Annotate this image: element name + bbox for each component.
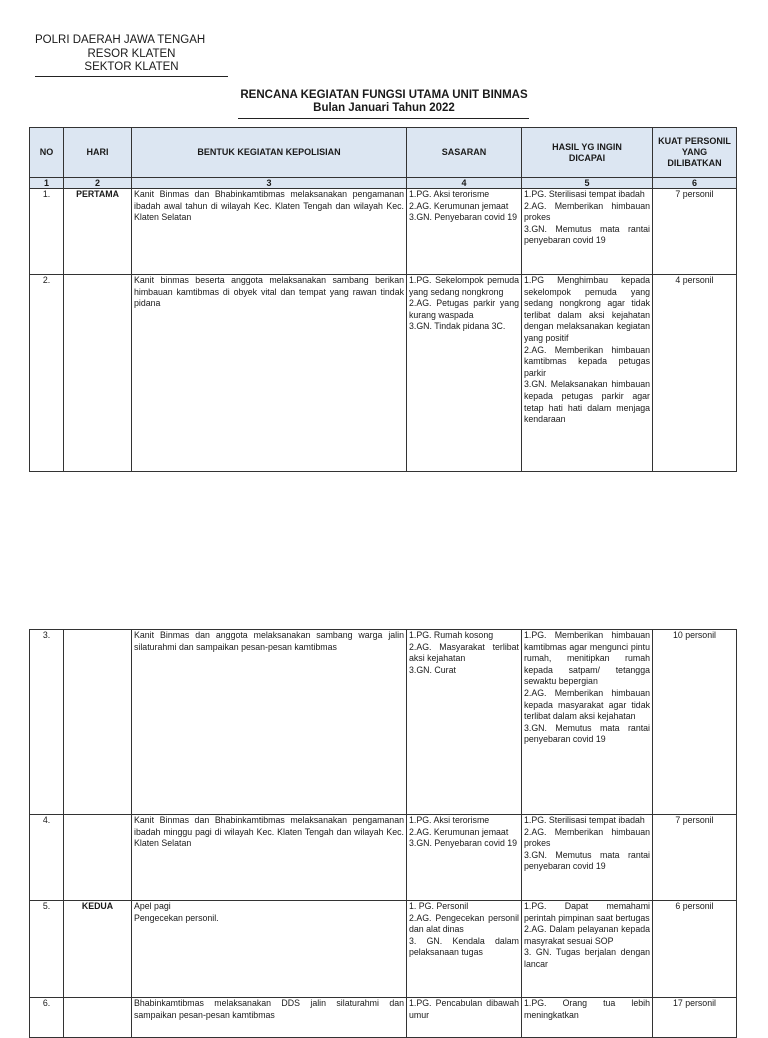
row-day bbox=[64, 998, 132, 1038]
row-target bbox=[407, 189, 522, 275]
document-header bbox=[35, 34, 228, 75]
row-number: 3. bbox=[30, 630, 64, 815]
result-line: 2.AG. Memberikan himbauan kepada masyarakat agar tidak terlibat dalam aksi kejahatan bbox=[524, 687, 650, 722]
col-header-sasaran: SASARAN bbox=[407, 128, 522, 178]
result-line: 1.PG. Sterilisasi tempat ibadah bbox=[524, 815, 645, 825]
column-number-row bbox=[30, 178, 737, 189]
activity-line: Kanit Binmas dan anggota melaksanakan sambang warga jalin silaturahmi dan sampaikan pesan-pesan kamtibmas bbox=[134, 630, 404, 652]
table-row bbox=[30, 275, 737, 472]
header-underline bbox=[35, 76, 228, 77]
activity-line: Bhabinkamtibmas melaksanakan DDS jalin silaturahmi dan sampaikan pesan-pesan kamtibmas bbox=[134, 998, 404, 1020]
table-row bbox=[30, 901, 737, 998]
activity-line: Kanit binmas beserta anggota melaksanakan sambang berikan himbauan kamtibmas di obyek vital dan tempat yang rawan tindak pidana bbox=[134, 275, 404, 309]
col-header-kuat: KUAT PERSONIL YANG DILIBATKAN bbox=[653, 128, 737, 178]
row-target bbox=[407, 630, 522, 815]
target-line: 2.AG. Kerumunan jemaat bbox=[409, 200, 509, 211]
row-result bbox=[522, 901, 653, 998]
col-number: 4 bbox=[407, 178, 522, 189]
header-line-2: RESOR KLATEN bbox=[87, 47, 176, 60]
result-line: 1.PG. Orang tua lebih meningkatkan bbox=[524, 998, 650, 1020]
result-line: 2.AG. Memberikan himbauan prokes bbox=[524, 826, 650, 849]
activity-line: Pengecekan personil. bbox=[134, 912, 219, 923]
target-line: 3.GN. Penyebaran covid 19 bbox=[409, 212, 518, 223]
table-row bbox=[30, 815, 737, 901]
target-line: 3.GN. Curat bbox=[409, 664, 456, 675]
activity-line: Kanit Binmas dan Bhabinkamtibmas melaksanakan pengamanan ibadah minggu pagi di wilayah Kec. Klaten Tengah dan wilayah Kec. Klaten Selatan bbox=[134, 815, 404, 849]
row-day bbox=[64, 630, 132, 815]
result-line: 3.GN. Memutus mata rantai penyebaran covid 19 bbox=[524, 722, 650, 745]
row-personnel: 7 personil bbox=[653, 189, 737, 275]
row-personnel: 10 personil bbox=[653, 630, 737, 815]
result-line: 1.PG. Dapat memahami perintah pimpinan saat bertugas bbox=[524, 901, 650, 923]
row-number: 1. bbox=[30, 189, 64, 275]
col-number: 5 bbox=[522, 178, 653, 189]
row-personnel: 6 personil bbox=[653, 901, 737, 998]
target-line: 1.PG. Pencabulan dibawah umur bbox=[409, 998, 519, 1020]
row-target bbox=[407, 275, 522, 472]
result-line: 3. GN. Tugas berjalan dengan lancar bbox=[524, 947, 650, 969]
row-activity bbox=[132, 630, 407, 815]
result-line: 3.GN. Memutus mata rantai penyebaran covid 19 bbox=[524, 223, 650, 246]
activity-table-page-1 bbox=[29, 127, 737, 472]
target-line: 2.AG. Pengecekan personil dan alat dinas bbox=[409, 912, 519, 935]
table-row bbox=[30, 630, 737, 815]
col-number: 3 bbox=[132, 178, 407, 189]
row-personnel: 7 personil bbox=[653, 815, 737, 901]
col-header-hasil: HASIL YG INGIN DICAPAI bbox=[522, 128, 653, 178]
row-activity bbox=[132, 901, 407, 998]
row-result bbox=[522, 189, 653, 275]
table-row bbox=[30, 998, 737, 1038]
col-header-hari: HARI bbox=[64, 128, 132, 178]
row-result bbox=[522, 630, 653, 815]
target-line: 1.PG. Aksi terorisme bbox=[409, 189, 490, 199]
table-header-row bbox=[30, 128, 737, 178]
table-row bbox=[30, 189, 737, 275]
row-activity bbox=[132, 275, 407, 472]
col-number: 2 bbox=[64, 178, 132, 189]
document-subtitle: Bulan Januari Tahun 2022 bbox=[313, 102, 455, 114]
target-line: 3. GN. Kendala dalam pelaksanaan tugas bbox=[409, 935, 519, 958]
result-line: 1.PG. Memberikan himbauan kamtibmas agar mengunci pintu rumah, menitipkan rumah kepada satpam/ tetangga sewaktu bepergian bbox=[524, 630, 650, 687]
target-line: 2.AG. Masyarakat terlibat aksi kejahatan bbox=[409, 641, 519, 664]
row-activity bbox=[132, 189, 407, 275]
col-number: 1 bbox=[30, 178, 64, 189]
target-line: 2.AG. Petugas parkir yang kurang waspada bbox=[409, 298, 519, 320]
row-target bbox=[407, 901, 522, 998]
header-line-1: POLRI DAERAH JAWA TENGAH bbox=[35, 34, 206, 46]
activity-line: Kanit Binmas dan Bhabinkamtibmas melaksanakan pengamanan ibadah awal tahun di wilayah Kec. Klaten Tengah dan wilayah Kec. Klaten Selatan bbox=[134, 189, 404, 223]
row-number: 4. bbox=[30, 815, 64, 901]
row-number: 2. bbox=[30, 275, 64, 472]
row-result bbox=[522, 815, 653, 901]
target-line: 1.PG. Rumah kosong bbox=[409, 630, 494, 640]
row-result bbox=[522, 998, 653, 1038]
result-line: 1.PG Menghimbau kepada sekelompok pemuda yang sedang nongkrong agar tidak terlibat dalam aksi kejahatan dengan melaksanakan kegiatan yang positif bbox=[524, 275, 650, 343]
row-day bbox=[64, 275, 132, 472]
target-line: 1. PG. Personil bbox=[409, 901, 469, 911]
target-line: 3.GN. Tindak pidana 3C. bbox=[409, 321, 506, 332]
row-target bbox=[407, 815, 522, 901]
row-activity bbox=[132, 998, 407, 1038]
result-line: 3.GN. Melaksanakan himbauan kepada petugas parkir agar tetap hati hati dalam menjaga kendaraan bbox=[524, 379, 650, 425]
row-number: 5. bbox=[30, 901, 64, 998]
col-number: 6 bbox=[653, 178, 737, 189]
target-line: 2.AG. Kerumunan jemaat bbox=[409, 826, 509, 837]
row-personnel: 4 personil bbox=[653, 275, 737, 472]
target-line: 1.PG. Sekelompok pemuda yang sedang nongkrong bbox=[409, 275, 519, 297]
row-target bbox=[407, 998, 522, 1038]
header-line-3: SEKTOR KLATEN bbox=[84, 61, 179, 73]
activity-line: Apel pagi bbox=[134, 901, 171, 911]
result-line: 2.AG. Memberikan himbauan prokes bbox=[524, 200, 650, 223]
row-personnel: 17 personil bbox=[653, 998, 737, 1038]
activity-table-page-2 bbox=[29, 629, 737, 1038]
result-line: 2.AG. Memberikan himbauan kamtibmas kepada petugas parkir bbox=[524, 344, 650, 378]
col-header-kegiatan: BENTUK KEGIATAN KEPOLISIAN bbox=[132, 128, 407, 178]
col-header-no: NO bbox=[30, 128, 64, 178]
row-number: 6. bbox=[30, 998, 64, 1038]
result-line: 2.AG. Dalam pelayanan kepada masyrakat sesuai SOP bbox=[524, 924, 650, 946]
row-result bbox=[522, 275, 653, 472]
result-line: 3.GN. Memutus mata rantai penyebaran covid 19 bbox=[524, 849, 650, 872]
title-underline bbox=[238, 118, 529, 119]
row-activity bbox=[132, 815, 407, 901]
row-day: KEDUA bbox=[64, 901, 132, 998]
target-line: 3.GN. Penyebaran covid 19 bbox=[409, 838, 518, 849]
document-title: RENCANA KEGIATAN FUNGSI UTAMA UNIT BINMAS bbox=[240, 89, 528, 101]
row-day: PERTAMA bbox=[64, 189, 132, 275]
target-line: 1.PG. Aksi terorisme bbox=[409, 815, 490, 825]
result-line: 1.PG. Sterilisasi tempat ibadah bbox=[524, 189, 645, 199]
row-day bbox=[64, 815, 132, 901]
